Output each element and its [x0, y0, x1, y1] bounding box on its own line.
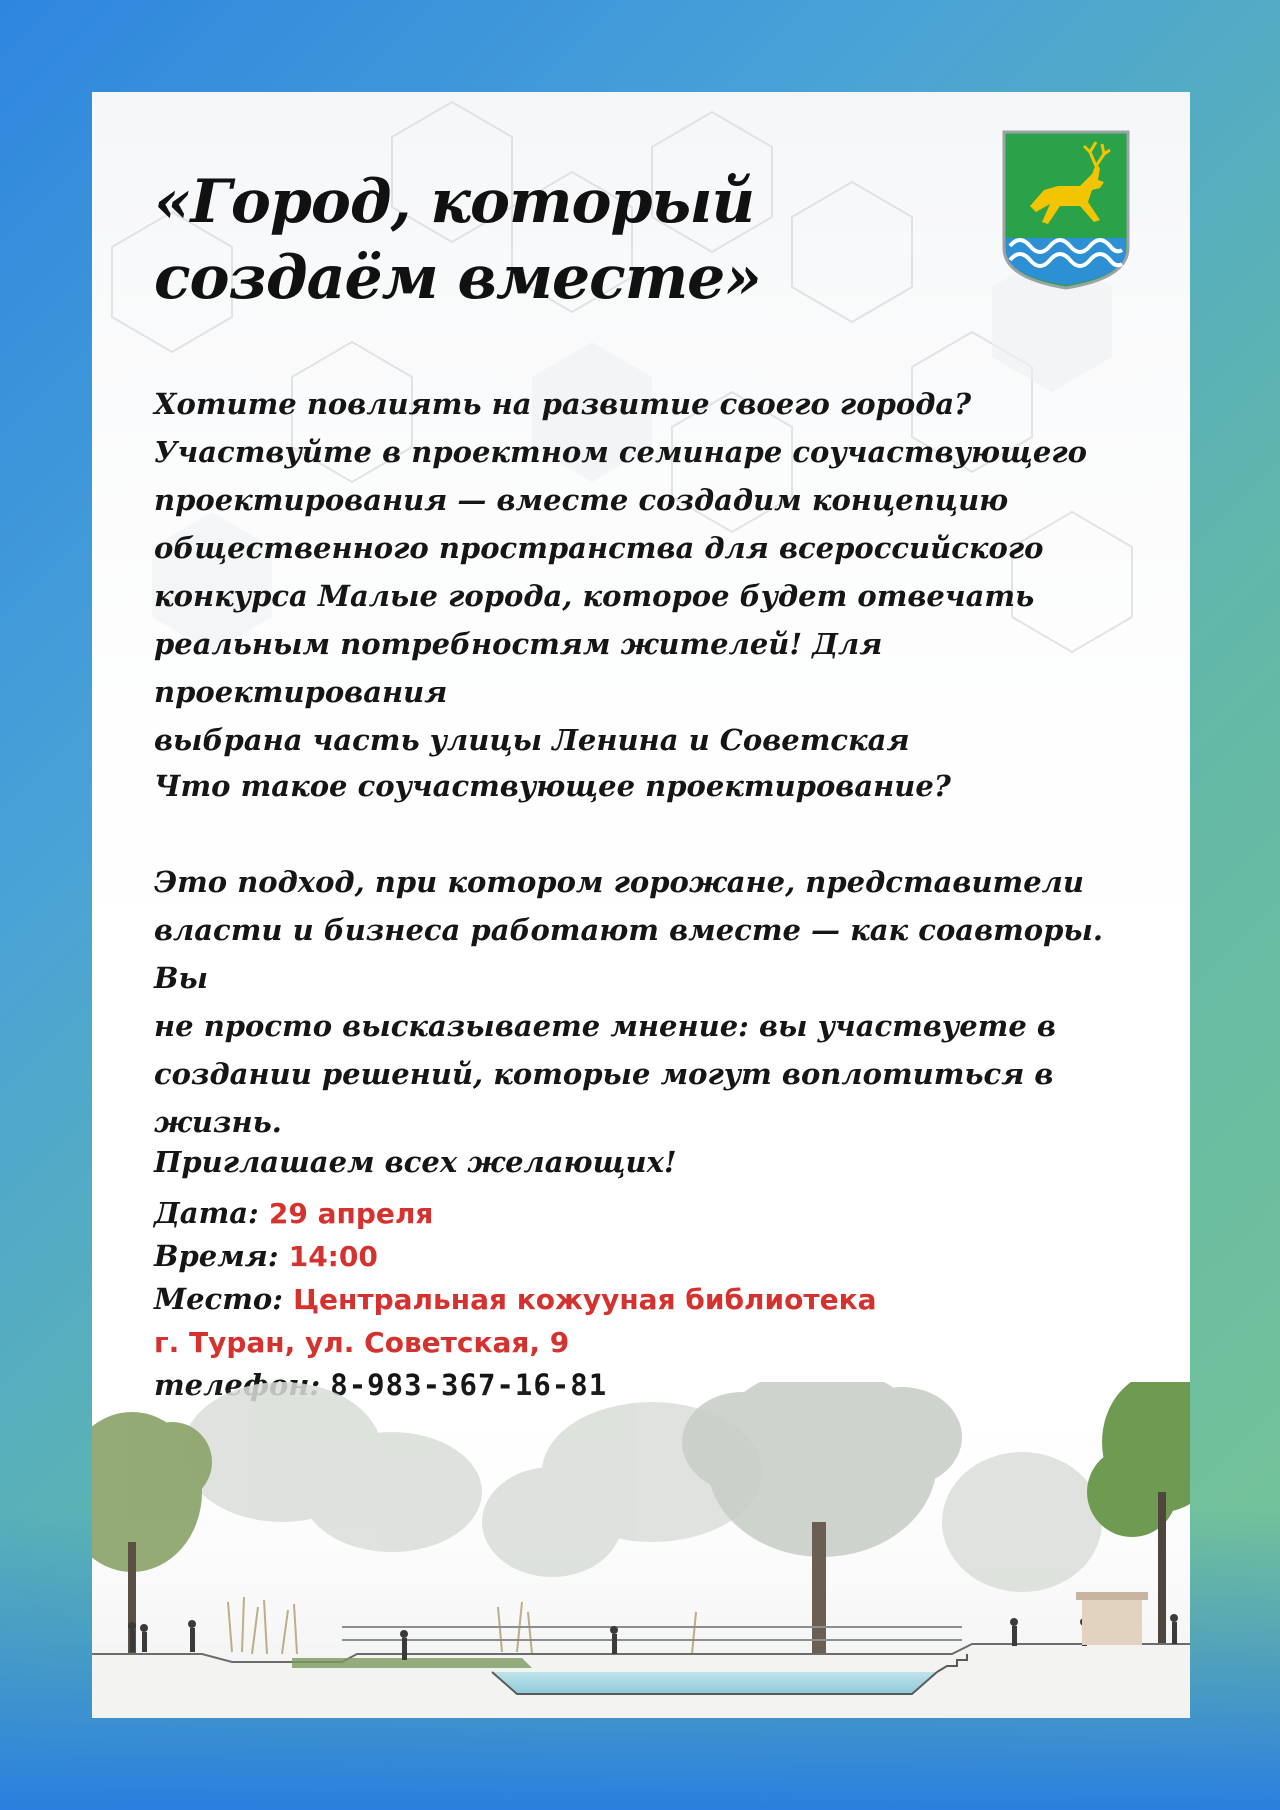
address-row: [154, 1321, 1054, 1364]
title-line-2: создаём вместе»: [154, 243, 761, 313]
intro-line: общественного пространства для всероссийского: [154, 531, 1044, 565]
question-heading: Что такое соучаствующее проектирование?: [154, 769, 951, 803]
answer-line: не просто высказываете мнение: вы участвуете в: [154, 1009, 1056, 1043]
time-value: 14:00: [288, 1240, 378, 1273]
intro-line: реальным потребностям жителей! Для проектирования: [154, 627, 883, 709]
intro-line: Участвуйте в проектном семинаре соучаствующего: [154, 435, 1088, 469]
intro-line: выбрана часть улицы Ленина и Советская: [154, 723, 910, 757]
intro-line: конкурса Малые города, которое будет отвечать: [154, 579, 1035, 613]
intro-line: проектирования — вместе создадим концепцию: [154, 483, 1009, 517]
date-value: 29 апреля: [268, 1197, 434, 1230]
place-label: Место:: [154, 1282, 283, 1316]
poster-title: [154, 164, 974, 316]
place-value: Центральная кожууная библиотека: [293, 1283, 877, 1316]
park-section-illustration: [92, 1382, 1190, 1718]
answer-line: создании решений, которые могут воплотиться в жизнь.: [154, 1057, 1054, 1139]
intro-line: Хотите повлиять на развитие своего города?: [154, 387, 972, 421]
intro-paragraph: [154, 380, 1144, 764]
address-value: г. Туран, ул. Советская, 9: [154, 1326, 570, 1359]
event-details: [154, 1192, 1054, 1407]
invite-heading: Приглашаем всех желающих!: [154, 1145, 677, 1179]
time-label: Время:: [154, 1239, 279, 1273]
title-line-1: «Город, который: [154, 167, 755, 237]
place-row: [154, 1278, 1054, 1321]
coat-of-arms-deer-icon: [1000, 128, 1132, 290]
answer-line: Это подход, при котором горожане, представители: [154, 865, 1084, 899]
time-row: [154, 1235, 1054, 1278]
poster-card: [92, 92, 1190, 1718]
answer-paragraph: [154, 858, 1144, 1146]
date-label: Дата:: [154, 1196, 259, 1230]
date-row: [154, 1192, 1054, 1235]
answer-line: власти и бизнеса работают вместе — как соавторы. Вы: [154, 913, 1104, 995]
